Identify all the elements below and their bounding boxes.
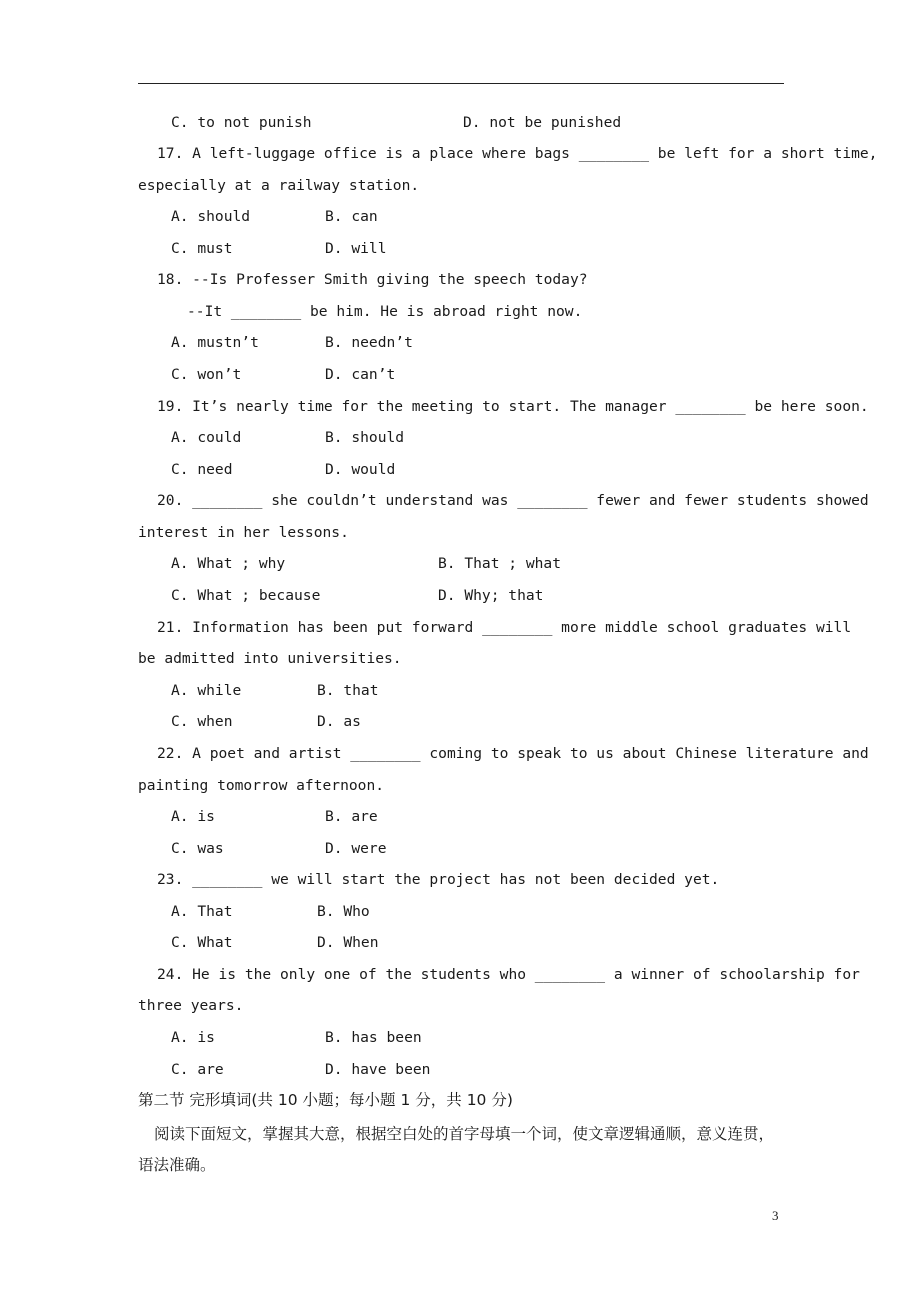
q24-option-c: C. are [171,1061,224,1078]
q18-option-c: C. won’t [171,366,242,383]
q17-stem-line2: especially at a railway station. [138,177,420,194]
q18-stem-line2: --It ________ be him. He is abroad right now. [187,303,583,320]
q22-option-b: B. are [325,808,378,825]
q21-option-d: D. as [317,713,361,730]
q17-option-b: B. can [325,208,378,225]
q21-stem-line1: 21. Information has been put forward ________ more middle school graduates will [157,619,852,636]
q17-option-c: C. must [171,240,233,257]
q24-stem-line2: three years. [138,997,244,1014]
q18-stem-line1: 18. --Is Professer Smith giving the speech today? [157,271,588,288]
q20-option-b: B. That ; what [438,555,562,572]
q21-option-c: C. when [171,713,233,730]
q19-option-a: A. could [171,429,242,446]
q24-option-d: D. have been [325,1061,431,1078]
q24-stem-line1: 24. He is the only one of the students who ________ a winner of schoolarship for [157,966,860,983]
q19-option-c: C. need [171,461,233,478]
q23-option-c: C. What [171,934,233,951]
q23-stem-line1: 23. ________ we will start the project has not been decided yet. [157,871,720,888]
q24-option-a: A. is [171,1029,215,1046]
q20-option-a: A. What ; why [171,555,286,572]
q19-option-b: B. should [325,429,405,446]
q21-option-a: A. while [171,682,242,699]
q23-option-a: A. That [171,903,233,920]
q22-option-d: D. were [325,840,387,857]
q21-stem-line2: be admitted into universities. [138,650,402,667]
q17-option-d: D. will [325,240,387,257]
q22-stem-line1: 22. A poet and artist ________ coming to speak to us about Chinese literature and [157,745,869,762]
page-number: 3 [772,1208,779,1223]
q22-option-c: C. was [171,840,224,857]
header-rule [138,83,784,84]
q19-stem-line1: 19. It’s nearly time for the meeting to start. The manager ________ be here soon. [157,398,869,415]
q23-option-d: D. When [317,934,379,951]
q20-stem-line2: interest in her lessons. [138,524,349,541]
q20-option-d: D. Why; that [438,587,544,604]
q21-option-b: B. that [317,682,379,699]
q22-option-a: A. is [171,808,215,825]
section-heading: 第二节 完形填词(共 10 小题；每小题 1 分，共 10 分) [138,1091,513,1109]
q17-option-a: A. should [171,208,251,225]
q20-stem-line1: 20. ________ she couldn’t understand was ________ fewer and fewer students showed [157,492,869,509]
q16-option-d: D. not be punished [463,114,622,131]
q18-option-b: B. needn’t [325,334,413,351]
q17-stem-line1: 17. A left-luggage office is a place where bags ________ be left for a short time, [157,145,878,162]
q24-option-b: B. has been [325,1029,422,1046]
q19-option-d: D. would [325,461,396,478]
q18-option-d: D. can’t [325,366,396,383]
q18-option-a: A. mustn’t [171,334,259,351]
q23-option-b: B. Who [317,903,370,920]
q22-stem-line2: painting tomorrow afternoon. [138,777,385,794]
q16-option-c: C. to not punish [171,114,312,131]
section-instructions-line1: 阅读下面短文，掌握其大意，根据空白处的首字母填一个词，使文章逻辑通顺，意义连贯， [154,1125,775,1143]
q20-option-c: C. What ; because [171,587,321,604]
section-instructions-line2: 语法准确。 [138,1156,216,1174]
